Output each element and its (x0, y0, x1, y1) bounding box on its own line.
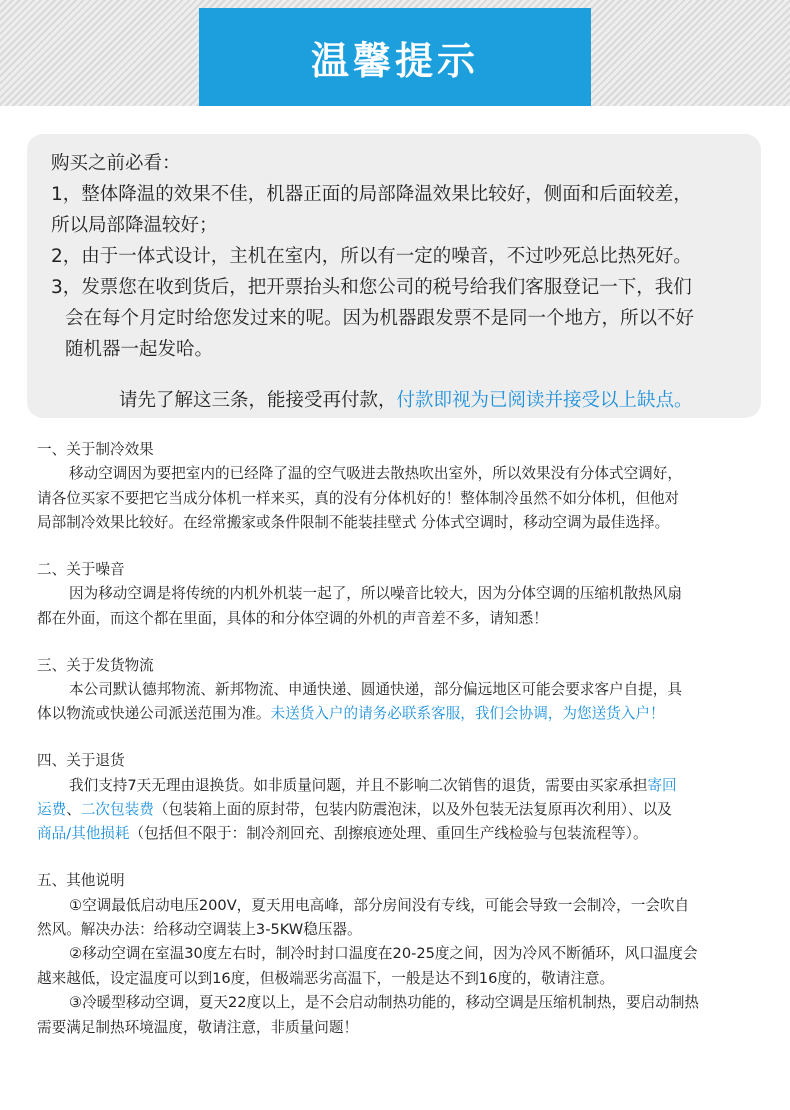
section-text: 都在外面，而这个都在里面，具体的和分体空调的外机的声音差不多，请知悉！ (37, 609, 548, 627)
section-noise (37, 558, 767, 631)
section-title: 三、关于发货物流 (37, 656, 154, 674)
section-text: 移动空调因为要把室内的已经降了温的空气吸进去散热吹出室外，所以效果没有分体式空调好， (69, 465, 682, 483)
section-text (37, 774, 767, 798)
repackaging-fee-highlight: 二次包装费 (80, 801, 154, 819)
section-title: 一、关于制冷效果 (37, 441, 154, 458)
section-text: 请各位买家不要把它当成分体机一样来买，真的没有分体机好的！整体制冷虽然不如分体机，但他对 (37, 489, 680, 507)
section-text: ①空调最低启动电压200V，夏天用电高峰，部分房间没有专线，可能会导致一会制冷，一会吹自 (69, 896, 690, 914)
section-cooling-effect (37, 438, 767, 536)
section-text: 本公司默认德邦物流、新邦物流、申通快递、圆通快递，部分偏远地区可能会要求客户自提，具 (69, 681, 682, 699)
info-sections (37, 438, 767, 1062)
section-shipping (37, 654, 767, 727)
section-other-notes (37, 869, 767, 1040)
header-banner (0, 0, 790, 106)
packaging-note-text: （包装箱上面的原封带，包装内防震泡沫，以及外包装无法复原再次利用）、以及 (153, 801, 672, 819)
section-title: 四、关于退货 (37, 752, 125, 770)
separator-text: 、 (66, 801, 81, 819)
section-text: ③冷暖型移动空调，夏天22度以上，是不会启动制热功能的，移动空调是压缩机制热，要启动制热 (69, 994, 700, 1012)
return-freight-highlight: 运费 (37, 801, 67, 819)
notice-item-3-line-2: 会在每个月定时给您发过来的呢。因为机器跟发票不是同一个地方，所以不好 (65, 308, 695, 329)
notice-item-1-line-1: 1，整体降温的效果不佳，机器正面的局部降温效果比较好，侧面和后面较差， (51, 184, 692, 205)
loss-detail-text: （包括但不限于：制冷剂回充、刮擦痕迹处理、重回生产线检验与包装流程等）。 (129, 825, 648, 843)
section-text: 需要满足制热环境温度，敬请注意，非质量问题！ (37, 1018, 359, 1036)
notice-item-3-line-3: 随机器一起发哈。 (65, 339, 214, 360)
return-shipping-highlight: 寄回 (647, 776, 677, 794)
section-text: 局部制冷效果比较好。在经常搬家或条件限制不能装挂壁式 分体式空调时，移动空调为最佳选择。 (37, 514, 670, 532)
section-text: ②移动空调在室温30度左右时，制冷时封口温度在20-25度之间，因为冷风不断循环，风口温度会 (69, 945, 698, 963)
notice-heading: 购买之前必看： (51, 153, 181, 174)
notice-box (27, 134, 761, 418)
notice-closing (51, 385, 743, 416)
notice-closing-highlight: 付款即视为已阅读并接受以上缺点。 (396, 390, 693, 411)
notice-closing-text: 请先了解这三条，能接受再付款， (119, 390, 397, 411)
section-title: 二、关于噪音 (37, 561, 125, 579)
notice-item-1-line-2: 所以局部降温较好； (51, 215, 218, 236)
shipping-contact-highlight: 未送货入户的请务必联系客服，我们会协调，为您送货入户！ (270, 705, 665, 723)
section-title: 五、其他说明 (37, 872, 125, 890)
section-text: 越来越低，设定温度可以到16度，但极端恶劣高温下，一般是达不到16度的，敬请注意。 (37, 969, 615, 987)
page-title: 温馨提示 (310, 38, 479, 83)
title-box (199, 8, 591, 106)
section-text (37, 822, 767, 846)
shipping-range-text: 体以物流或快递公司派送范围为准。 (37, 705, 271, 723)
section-text: 然风。解决办法：给移动空调装上3-5KW稳压器。 (37, 921, 362, 939)
notice-item-3-line-1: 3，发票您在收到货后，把开票抬头和您公司的税号给我们客服登记一下，我们 (51, 277, 692, 298)
returns-policy-text: 我们支持7天无理由退换货。如非质量问题，并且不影响二次销售的退货，需要由买家承担 (69, 776, 648, 794)
section-text (37, 702, 767, 726)
section-text (37, 798, 767, 822)
section-text: 因为移动空调是将传统的内机外机装一起了，所以噪音比较大，因为分体空调的压缩机散热风扇 (69, 585, 682, 603)
product-loss-highlight: 商品/其他损耗 (37, 825, 130, 843)
section-returns (37, 749, 767, 847)
notice-item-2: 2，由于一体式设计，主机在室内，所以有一定的噪音，不过吵死总比热死好。 (51, 246, 692, 267)
